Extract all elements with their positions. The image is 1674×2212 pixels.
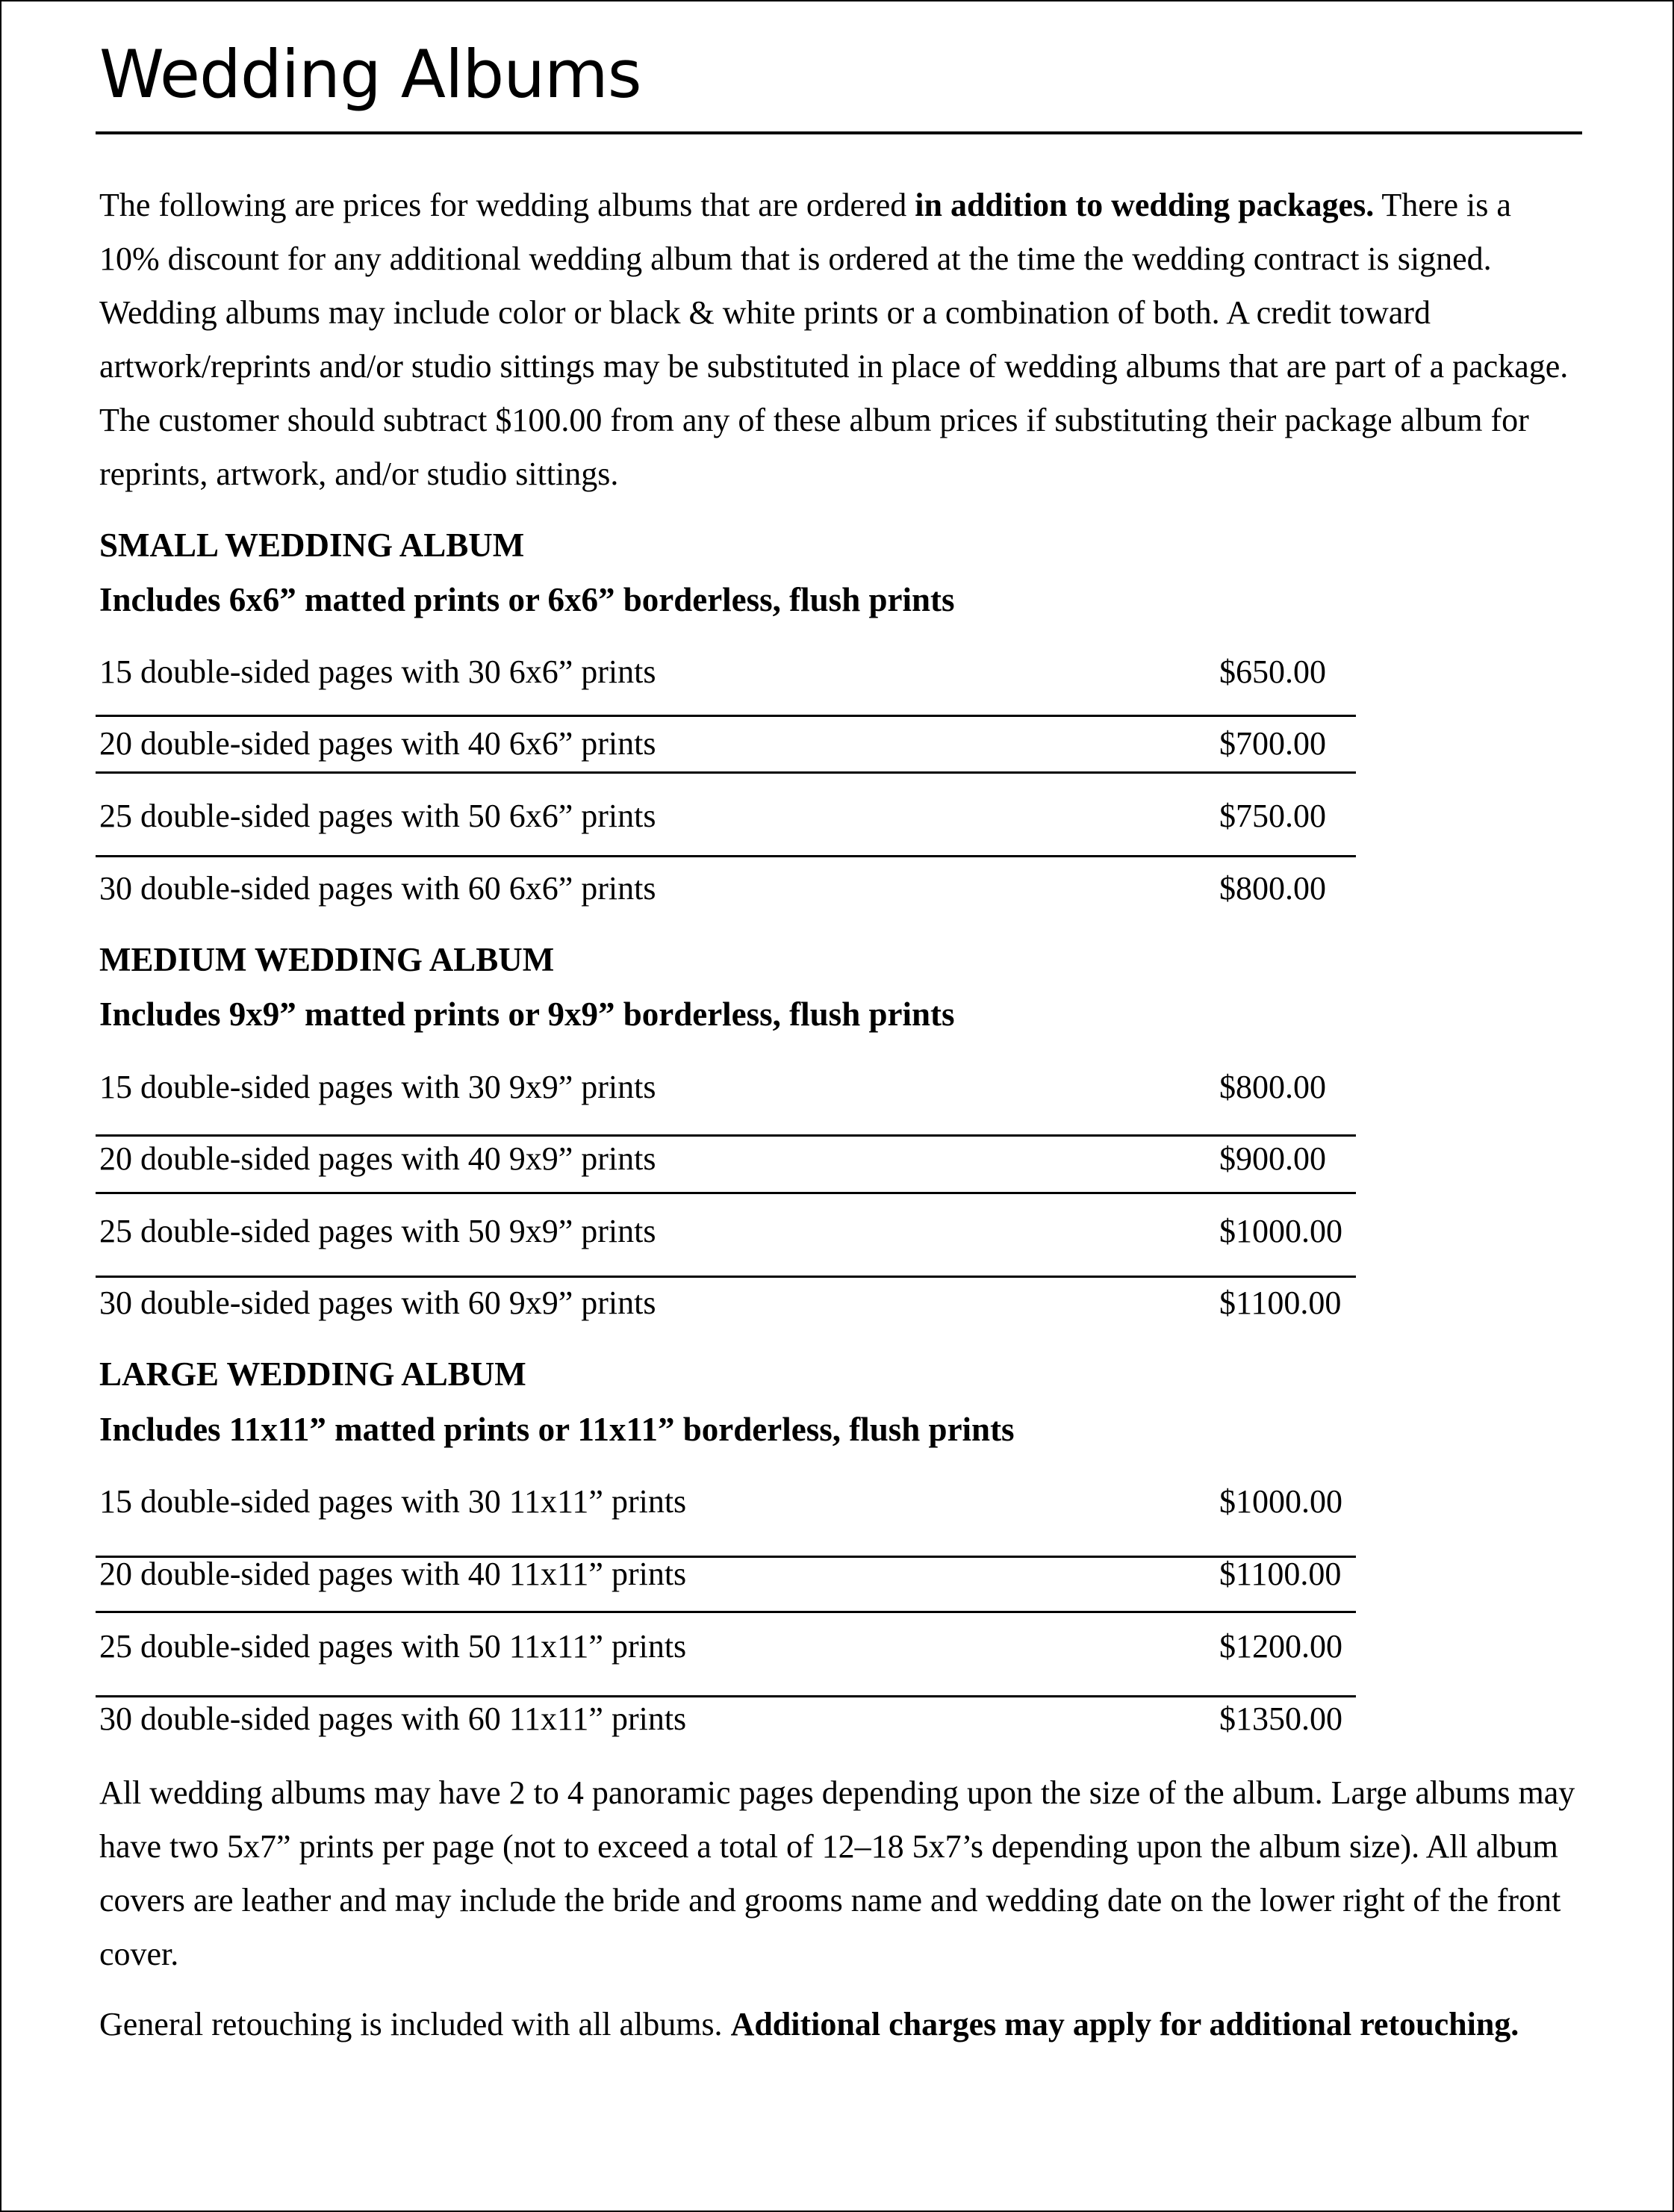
price-row <box>96 636 1356 708</box>
price-row-amount: $900.00 <box>1219 1140 1326 1177</box>
small-album-subheading: Includes 6x6” matted prints or 6x6” borderless, flush prints <box>99 581 955 618</box>
price-row <box>96 1611 1356 1683</box>
price-row <box>96 1123 1356 1195</box>
price-row-amount: $1350.00 <box>1219 1700 1342 1737</box>
price-row <box>96 1466 1356 1538</box>
price-row <box>96 780 1356 852</box>
price-row-amount: $1100.00 <box>1219 1284 1342 1321</box>
title-divider <box>96 131 1582 134</box>
price-row-description: 25 double-sided pages with 50 9x9” prints <box>99 1213 656 1249</box>
price-row-amount: $650.00 <box>1219 653 1326 690</box>
intro-text-end: There is a 10% discount for any additional wedding album that is ordered at the time the wedding contract is signed. Wedding albums may include color or black & white prints or a combination of both. A credit toward artwork/reprints and/or studio sittings may be substituted in place of wedding albums that are part of a package. The customer should subtract $100.00 from any of these album prices if substituting their package album for reprints, artwork, and/or studio sittings. <box>99 187 1569 492</box>
price-row-amount: $1100.00 <box>1219 1556 1342 1592</box>
price-row-description: 25 double-sided pages with 50 6x6” prints <box>99 798 656 834</box>
price-row-amount: $800.00 <box>1219 1069 1326 1105</box>
row-divider <box>96 771 1356 774</box>
price-row-amount: $1200.00 <box>1219 1628 1342 1665</box>
price-row <box>96 853 1356 925</box>
price-row <box>96 1538 1356 1610</box>
medium-album-subheading: Includes 9x9” matted prints or 9x9” borderless, flush prints <box>99 995 955 1033</box>
row-divider <box>96 1192 1356 1194</box>
price-row-description: 25 double-sided pages with 50 11x11” prints <box>99 1628 687 1665</box>
price-row-amount: $750.00 <box>1219 798 1326 834</box>
price-row-amount: $1000.00 <box>1219 1483 1342 1520</box>
retouching-emphasis: Additional charges may apply for additional retouching. <box>730 2006 1519 2042</box>
price-row-description: 30 double-sided pages with 60 11x11” prints <box>99 1700 687 1737</box>
album-details-paragraph: All wedding albums may have 2 to 4 panoramic pages depending upon the size of the album. Large albums may have two 5x7” prints per page (not to exceed a total of 12–18 5x7’s depending upon the album size). All album covers are leather and may include the bride and grooms name and wedding date on the lower right of the front cover. <box>99 1774 1575 1972</box>
retouching-text: General retouching is included with all albums. <box>99 2006 731 2042</box>
price-row-description: 15 double-sided pages with 30 6x6” prints <box>99 653 656 690</box>
intro-text-start: The following are prices for wedding albums that are ordered <box>99 187 915 223</box>
price-row-description: 20 double-sided pages with 40 6x6” prints <box>99 725 656 762</box>
price-row-amount: $1000.00 <box>1219 1213 1342 1249</box>
price-row <box>96 1267 1356 1339</box>
price-row-description: 15 double-sided pages with 30 11x11” prints <box>99 1483 687 1520</box>
page-title: Wedding Albums <box>99 36 641 113</box>
price-row <box>96 708 1356 780</box>
price-row-amount: $700.00 <box>1219 725 1326 762</box>
small-album-heading: SMALL WEDDING ALBUM <box>99 526 525 564</box>
price-row <box>96 1196 1356 1267</box>
intro-paragraph <box>99 178 1578 501</box>
price-row <box>96 1051 1356 1123</box>
price-row-description: 20 double-sided pages with 40 9x9” prints <box>99 1140 656 1177</box>
price-row-description: 30 double-sided pages with 60 9x9” prints <box>99 1284 656 1321</box>
price-row-description: 15 double-sided pages with 30 9x9” prints <box>99 1069 656 1105</box>
price-row-description: 30 double-sided pages with 60 6x6” prints <box>99 870 656 907</box>
medium-album-heading: MEDIUM WEDDING ALBUM <box>99 941 555 978</box>
price-row-description: 20 double-sided pages with 40 11x11” prints <box>99 1556 687 1592</box>
large-album-heading: LARGE WEDDING ALBUM <box>99 1355 526 1393</box>
price-row-amount: $800.00 <box>1219 870 1326 907</box>
price-row <box>96 1683 1356 1755</box>
retouching-paragraph <box>99 1998 1578 2051</box>
intro-emphasis: in addition to wedding packages. <box>915 187 1375 223</box>
large-album-subheading: Includes 11x11” matted prints or 11x11” borderless, flush prints <box>99 1411 1015 1448</box>
